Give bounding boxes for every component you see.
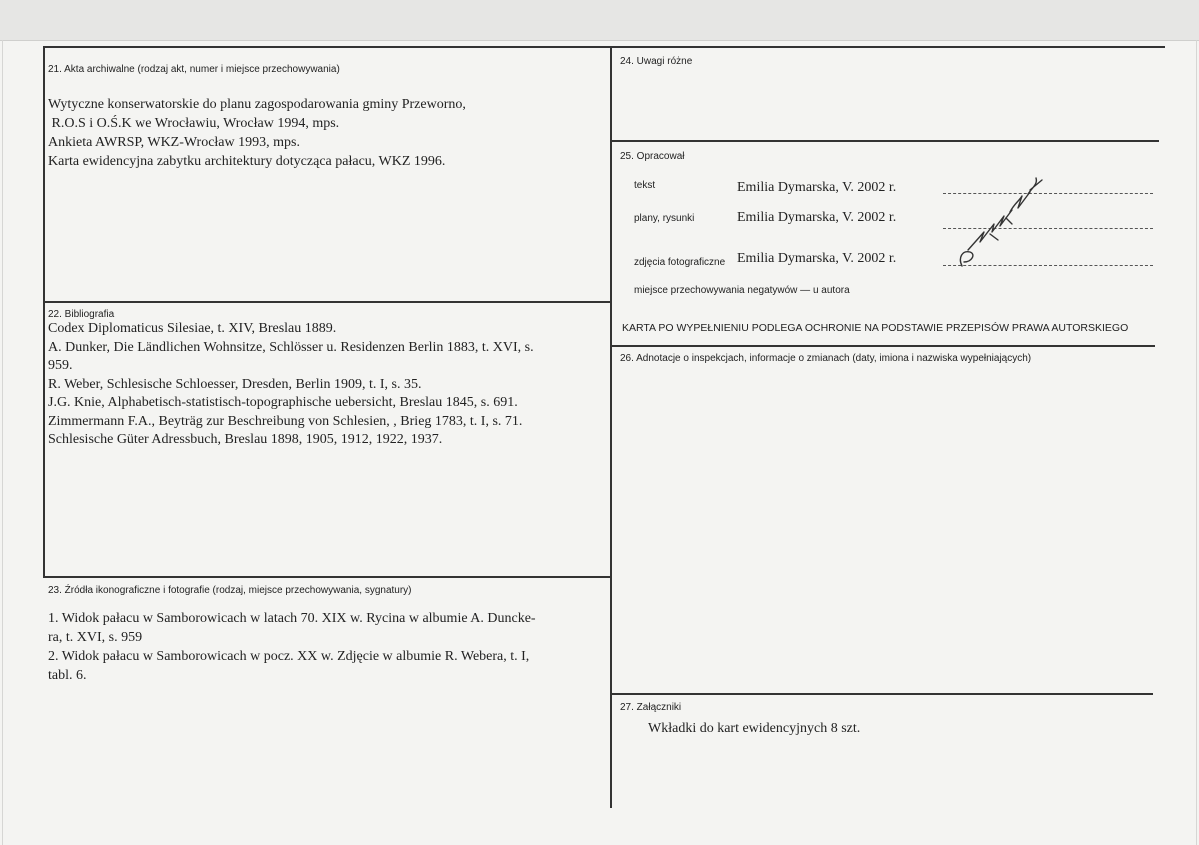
scan-right-edge bbox=[1196, 40, 1197, 845]
rule-21-22 bbox=[43, 301, 612, 303]
text-line: R.O.S i O.Ś.K we Wrocławiu, Wrocław 1994, mps. bbox=[48, 116, 340, 131]
section-21-text bbox=[48, 95, 466, 171]
field-label-zdjecia: zdjęcia fotograficzne bbox=[634, 257, 726, 268]
text-line: ra, t. XVI, s. 959 bbox=[48, 630, 143, 645]
text-line: Karta ewidencyjna zabytku architektury dotycząca pałacu, WKZ 1996. bbox=[48, 154, 446, 169]
text-line: 2. Widok pałacu w Samborowicach w pocz. XX w. Zdjęcie w albumie R. Webera, t. I, bbox=[48, 649, 530, 664]
field-value-plany: Emilia Dymarska, V. 2002 r. bbox=[737, 210, 897, 225]
section-22-text bbox=[48, 320, 534, 450]
rule-24-25 bbox=[610, 140, 1159, 142]
section-26-label: 26. Adnotacje o inspekcjach, informacje o zmianach (daty, imiona i nazwiska wypełniających) bbox=[620, 353, 1032, 364]
field-value-zdjecia: Emilia Dymarska, V. 2002 r. bbox=[737, 251, 897, 266]
section-23-text bbox=[48, 609, 536, 685]
text-line: Zimmermann F.A., Beyträg zur Beschreibung von Schlesien, , Brieg 1783, t. I, s. 71. bbox=[48, 413, 523, 429]
text-line: Schlesische Güter Adressbuch, Breslau 1898, 1905, 1912, 1922, 1937. bbox=[48, 432, 443, 447]
copyright-notice: KARTA PO WYPEŁNIENIU PODLEGA OCHRONIE NA PODSTAWIE PRZEPISÓW PRAWA AUTORSKIEGO bbox=[622, 322, 1129, 334]
text-line: J.G. Knie, Alphabetisch-statistisch-topographische uebersicht, Breslau 1845, s. 691. bbox=[48, 395, 518, 410]
section-27-label: 27. Załączniki bbox=[620, 702, 682, 713]
handwritten-signature bbox=[950, 170, 1060, 270]
text-line: Ankieta AWRSP, WKZ-Wrocław 1993, mps. bbox=[48, 135, 300, 150]
attachments-text: Wkładki do kart ewidencyjnych 8 szt. bbox=[648, 721, 861, 736]
text-line: R. Weber, Schlesische Schloesser, Dresden, Berlin 1909, t. I, s. 35. bbox=[48, 376, 422, 392]
text-line: Codex Diplomaticus Silesiae, t. XIV, Breslau 1889. bbox=[48, 321, 337, 336]
text-line: 959. bbox=[48, 358, 73, 373]
field-label-tekst: tekst bbox=[634, 180, 656, 191]
section-23-label: 23. Źródła ikonograficzne i fotografie (rodzaj, miejsce przechowywania, sygnatury) bbox=[48, 585, 412, 596]
rule-22-23 bbox=[43, 576, 612, 578]
rule-26-27 bbox=[610, 693, 1153, 695]
scan-left-edge bbox=[2, 40, 3, 845]
section-21-label: 21. Akta archiwalne (rodzaj akt, numer i miejsce przechowywania) bbox=[48, 64, 340, 75]
text-line: A. Dunker, Die Ländlichen Wohnsitze, Schlösser u. Residenzen Berlin 1883, t. XVI, s. bbox=[48, 339, 534, 355]
section-25-label: 25. Opracował bbox=[620, 151, 685, 162]
scan-top-strip bbox=[0, 0, 1199, 41]
section-22-label: 22. Bibliografia bbox=[48, 309, 115, 320]
rule-25-26 bbox=[610, 345, 1155, 347]
top-rule bbox=[43, 46, 1165, 48]
field-label-plany: plany, rysunki bbox=[634, 213, 695, 224]
text-line: Wytyczne konserwatorskie do planu zagospodarowania gminy Przeworno, bbox=[48, 97, 466, 112]
text-line: 1. Widok pałacu w Samborowicach w latach 70. XIX w. Rycina w albumie A. Duncke- bbox=[48, 611, 536, 626]
section-24-label: 24. Uwagi różne bbox=[620, 56, 693, 67]
negatives-location: miejsce przechowywania negatywów — u autora bbox=[634, 285, 850, 296]
text-line: tabl. 6. bbox=[48, 668, 87, 683]
field-value-tekst: Emilia Dymarska, V. 2002 r. bbox=[737, 180, 897, 195]
left-divider bbox=[43, 46, 45, 576]
